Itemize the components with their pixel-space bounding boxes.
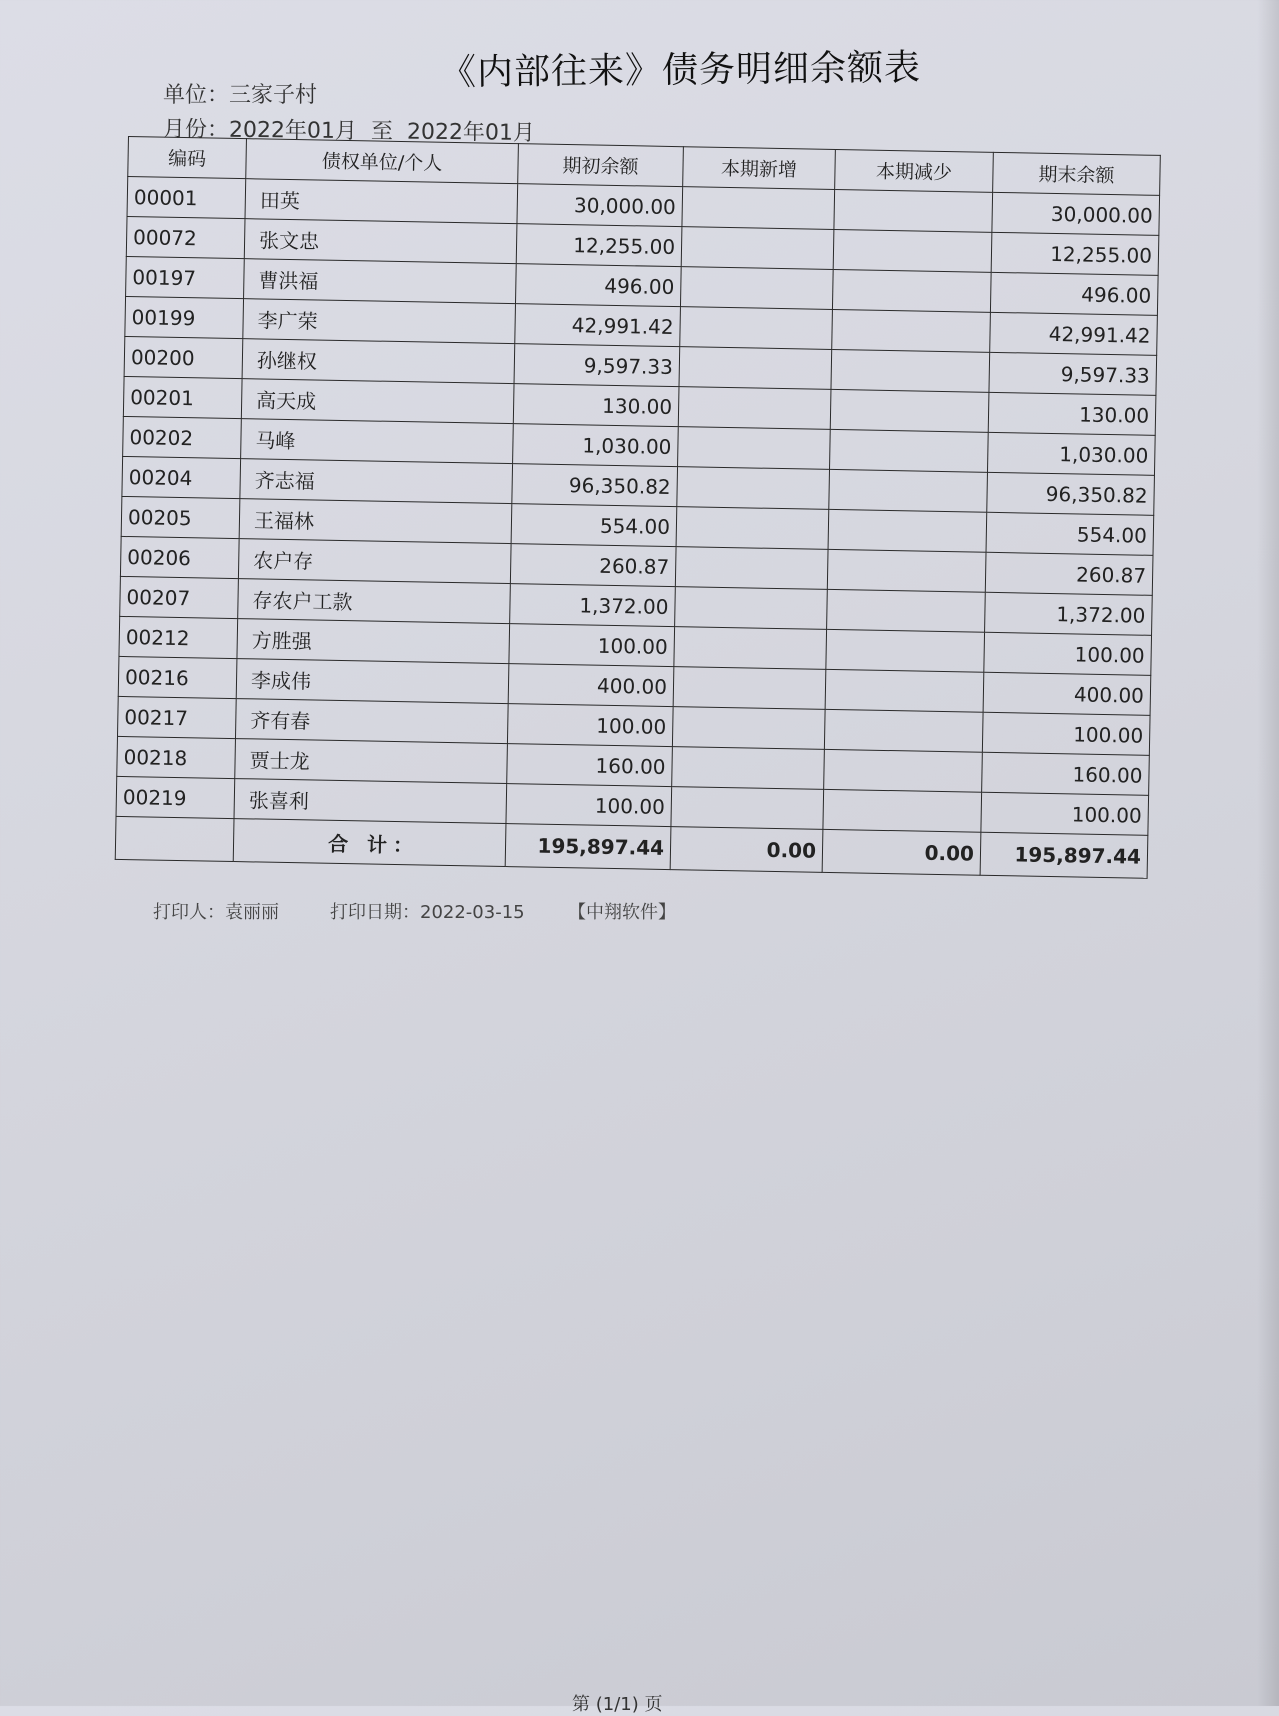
row-opening: 400.00 [508,664,674,707]
row-name: 贾士龙 [235,739,508,784]
row-name: 存农户工款 [238,579,511,624]
row-closing: 12,255.00 [991,232,1159,275]
row-opening: 100.00 [509,624,675,667]
ledger-table [115,136,1161,879]
header-name: 债权单位/个人 [246,139,519,184]
row-name: 李广荣 [243,299,516,344]
row-reduced [826,629,985,672]
vendor-label: 【中翔软件】 [568,902,676,923]
month-label: 月份： [162,117,230,143]
row-opening: 1,372.00 [510,584,676,627]
month-value: 2022年01月 至 2022年01月 [228,117,536,146]
row-opening: 554.00 [511,504,677,547]
total-code-cell [115,816,234,861]
page-number: 第 (1/1) 页 [572,1694,663,1715]
row-code: 00199 [125,296,244,338]
row-closing: 260.87 [985,552,1153,595]
row-code: 00216 [118,656,237,698]
header-closing: 期末余额 [993,152,1161,195]
row-name: 方胜强 [237,619,510,664]
row-added [676,507,829,550]
row-added [679,347,832,390]
row-reduced [824,709,983,752]
row-name: 王福林 [239,499,512,544]
row-closing: 554.00 [986,512,1154,555]
row-added [682,187,835,230]
document-title: 《内部往来》债务明细余额表 [439,47,922,94]
row-reduced [833,229,992,272]
row-opening: 42,991.42 [515,304,681,347]
row-closing: 100.00 [981,792,1149,835]
row-opening: 496.00 [515,264,681,307]
header-opening: 期初余额 [518,144,684,187]
row-code: 00201 [123,376,242,418]
row-reduced [832,269,991,312]
row-opening: 9,597.33 [514,344,680,387]
row-opening: 100.00 [506,784,672,827]
row-name: 齐有春 [235,699,508,744]
ledger-sheet [115,136,1160,879]
row-code: 00206 [120,536,239,578]
header-reduced: 本期减少 [835,149,994,192]
total-label: 合 计： [233,819,506,867]
row-code: 00219 [116,776,235,818]
row-code: 00212 [119,616,238,658]
row-reduced [834,189,993,232]
total-reduced: 0.00 [822,829,981,875]
row-code: 00197 [126,256,245,298]
row-reduced [831,349,990,392]
row-added [681,227,834,270]
row-closing: 42,991.42 [990,312,1158,355]
row-added [678,427,831,470]
row-reduced [825,669,984,712]
row-closing: 496.00 [990,272,1158,315]
row-added [678,387,831,430]
row-code: 00217 [117,696,236,738]
row-code: 00205 [121,496,240,538]
row-name: 高天成 [241,379,514,424]
row-added [673,667,826,710]
row-added [677,467,830,510]
print-date-label: 打印日期：2022-03-15 [330,902,525,923]
unit-line [163,78,317,109]
row-opening: 100.00 [507,704,673,747]
row-reduced [828,509,987,552]
row-reduced [832,309,991,352]
row-opening: 160.00 [507,744,673,787]
total-added: 0.00 [670,827,823,873]
row-added [674,627,827,670]
row-code: 00204 [122,456,241,498]
row-reduced [830,389,989,432]
row-closing: 130.00 [988,392,1156,435]
row-closing: 100.00 [984,632,1152,675]
row-opening: 96,350.82 [512,464,678,507]
row-opening: 260.87 [510,544,676,587]
row-opening: 1,030.00 [513,424,679,467]
row-code: 00218 [117,736,236,778]
row-code: 00072 [126,216,245,258]
header-added: 本期新增 [683,147,836,190]
row-code: 00207 [120,576,239,618]
row-reduced [823,789,982,832]
unit-value: 三家子村 [229,83,318,108]
row-code: 00001 [127,177,246,219]
header-code: 编码 [128,137,247,179]
total-opening: 195,897.44 [505,824,671,870]
row-code: 00202 [123,416,242,458]
row-closing: 400.00 [983,672,1151,715]
row-name: 张文忠 [244,219,517,264]
row-name: 张喜利 [234,779,507,824]
row-name: 马峰 [241,419,514,464]
row-closing: 96,350.82 [987,472,1155,515]
row-reduced [829,469,988,512]
row-closing: 1,372.00 [985,592,1153,635]
row-added [680,267,833,310]
row-name: 田英 [245,179,518,224]
row-closing: 160.00 [982,752,1150,795]
row-closing: 100.00 [982,712,1150,755]
row-opening: 12,255.00 [516,224,682,267]
row-added [675,547,828,590]
row-name: 孙继权 [242,339,515,384]
ledger-body [116,177,1160,836]
paper-edge-shadow [1257,0,1279,1706]
row-added [671,787,824,830]
row-added [672,747,825,790]
row-closing: 30,000.00 [992,192,1160,235]
row-reduced [827,589,986,632]
printer-label: 打印人：袁丽丽 [153,902,279,923]
row-closing: 9,597.33 [989,352,1157,395]
row-reduced [824,749,983,792]
row-name: 齐志福 [240,459,513,504]
row-code: 00200 [124,336,243,378]
unit-label: 单位： [163,83,230,108]
row-added [680,307,833,350]
total-closing: 195,897.44 [980,832,1148,878]
row-reduced [827,549,986,592]
row-added [675,587,828,630]
row-name: 农户存 [238,539,511,584]
row-name: 曹洪福 [244,259,517,304]
row-closing: 1,030.00 [987,432,1155,475]
row-reduced [830,429,989,472]
row-added [672,707,825,750]
row-opening: 130.00 [513,384,679,427]
row-name: 李成伟 [236,659,509,704]
row-opening: 30,000.00 [517,184,683,227]
